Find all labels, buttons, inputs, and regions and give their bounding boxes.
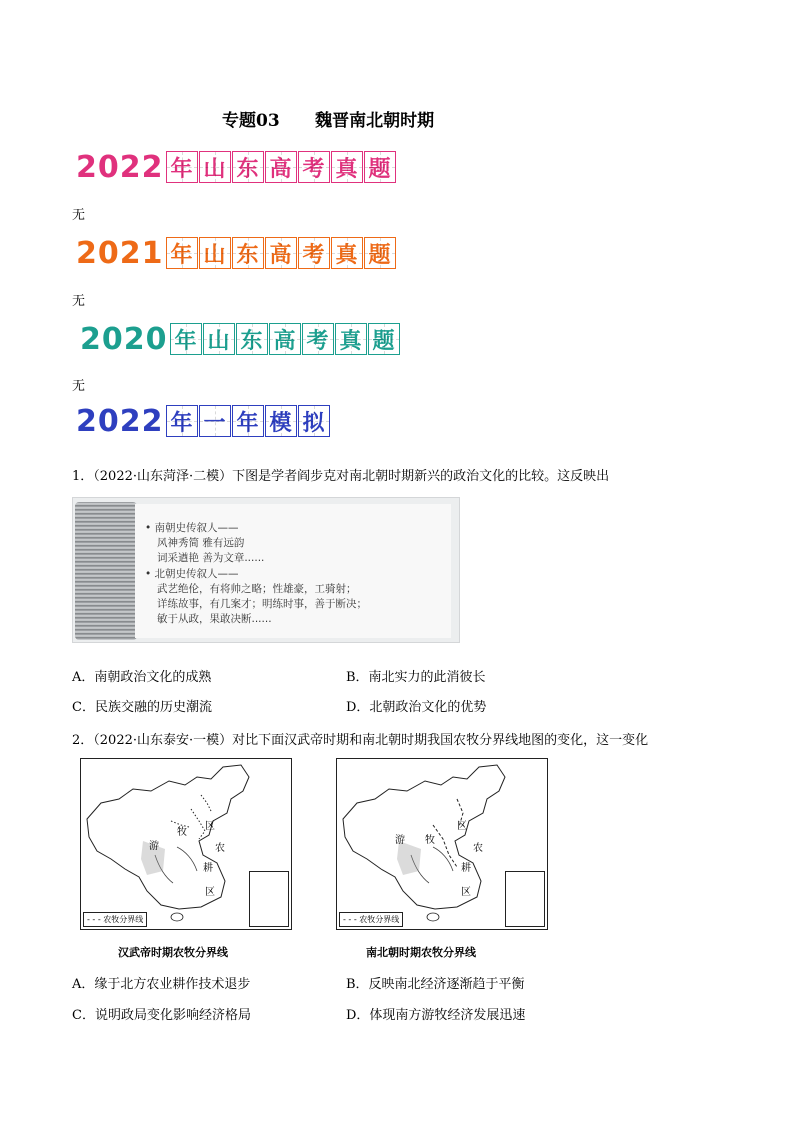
banner-chars bbox=[166, 151, 397, 183]
banner-char: 山 bbox=[199, 237, 231, 269]
q1-option-b[interactable]: B．南北实力的此消彼长 bbox=[346, 670, 486, 685]
none-text-1: 无 bbox=[72, 208, 86, 223]
q1-option-d[interactable]: D．北朝政治文化的优势 bbox=[346, 700, 487, 715]
banner-char: 年 bbox=[166, 151, 198, 183]
banner-char: 年 bbox=[232, 405, 264, 437]
map-label: 牧 bbox=[425, 835, 435, 846]
map-label: 区 bbox=[205, 821, 215, 832]
banner-char: 题 bbox=[364, 151, 396, 183]
notebook-line: 武艺绝伦，有将帅之略；性雄豪，工骑射； bbox=[157, 583, 357, 595]
notebook-spiral bbox=[75, 502, 137, 640]
map-legend: - - - 农牧分界线 bbox=[83, 912, 147, 927]
notebook-line: • 南朝史传叙人—— bbox=[145, 522, 239, 534]
banner-2022-exam bbox=[76, 150, 397, 184]
notebook-line: 敏于从政，果敢决断...... bbox=[157, 613, 272, 625]
banner-2021-exam bbox=[76, 236, 397, 270]
q2-option-d[interactable]: D．体现南方游牧经济发展迅速 bbox=[346, 1008, 526, 1023]
q1-option-a[interactable]: A．南朝政治文化的成熟 bbox=[72, 670, 212, 685]
q2-option-c[interactable]: C．说明政局变化影响经济格局 bbox=[72, 1008, 251, 1023]
banner-char: 一 bbox=[199, 405, 231, 437]
banner-year: 2022 bbox=[76, 403, 164, 439]
question-2-stem: 2．（2022·山东泰安·一模）对比下面汉武帝时期和南北朝时期我国农牧分界线地图的变化，这一变化 bbox=[72, 733, 649, 748]
map-southern-northern bbox=[336, 758, 548, 930]
banner-char: 山 bbox=[199, 151, 231, 183]
banner-char: 真 bbox=[335, 323, 367, 355]
banner-char: 年 bbox=[170, 323, 202, 355]
map-label: 游 bbox=[149, 841, 159, 852]
none-text-3: 无 bbox=[72, 379, 86, 394]
map-label: 牧 bbox=[177, 827, 187, 838]
map-label: 农 bbox=[215, 843, 225, 854]
banner-chars bbox=[166, 405, 331, 437]
banner-char: 考 bbox=[298, 151, 330, 183]
map-inset bbox=[249, 871, 289, 927]
banner-year: 2020 bbox=[80, 321, 168, 357]
banner-char: 年 bbox=[166, 405, 198, 437]
q2-option-a[interactable]: A．缘于北方农业耕作技术退步 bbox=[72, 977, 251, 992]
notebook-line: • 北朝史传叙人—— bbox=[145, 568, 239, 580]
map-label: 游 bbox=[395, 835, 405, 846]
banner-char: 考 bbox=[298, 237, 330, 269]
map-label: 区 bbox=[205, 887, 215, 898]
legend-text: 农牧分界线 bbox=[359, 915, 400, 924]
notebook-figure bbox=[72, 497, 460, 643]
banner-char: 模 bbox=[265, 405, 297, 437]
banner-char: 高 bbox=[265, 237, 297, 269]
banner-year: 2021 bbox=[76, 235, 164, 271]
banner-char: 题 bbox=[364, 237, 396, 269]
q2-option-b[interactable]: B．反映南北经济逐渐趋于平衡 bbox=[346, 977, 525, 992]
map-label: 耕 bbox=[203, 863, 213, 874]
banner-chars bbox=[166, 237, 397, 269]
banner-char: 真 bbox=[331, 151, 363, 183]
notebook-line: 详练故事，有几案才；明练时事，善于断决； bbox=[157, 598, 367, 610]
banner-char: 山 bbox=[203, 323, 235, 355]
none-text-2: 无 bbox=[72, 294, 86, 309]
banner-2022-mock bbox=[76, 404, 331, 438]
banner-char: 高 bbox=[269, 323, 301, 355]
banner-year: 2022 bbox=[76, 149, 164, 185]
page-title: 专题03 魏晋南北朝时期 bbox=[222, 111, 435, 131]
banner-char: 东 bbox=[232, 237, 264, 269]
map-legend: - - - 农牧分界线 bbox=[339, 912, 403, 927]
banner-char: 真 bbox=[331, 237, 363, 269]
map-caption-nbc: 南北朝时期农牧分界线 bbox=[366, 946, 476, 959]
notebook-line: 词采遒艳 善为文章...... bbox=[157, 552, 265, 564]
notebook-line: 风神秀简 雅有远韵 bbox=[157, 537, 245, 549]
map-label: 区 bbox=[457, 821, 467, 832]
map-caption-han: 汉武帝时期农牧分界线 bbox=[118, 946, 228, 959]
question-1-stem: 1．（2022·山东菏泽·二模）下图是学者阎步克对南北朝时期新兴的政治文化的比较。这反映出 bbox=[72, 469, 610, 484]
notebook-page bbox=[135, 504, 451, 638]
banner-char: 题 bbox=[368, 323, 400, 355]
banner-char: 东 bbox=[232, 151, 264, 183]
banner-2020-exam bbox=[80, 322, 401, 356]
map-label: 区 bbox=[461, 887, 471, 898]
map-label: 农 bbox=[473, 843, 483, 854]
q1-option-c[interactable]: C．民族交融的历史潮流 bbox=[72, 700, 212, 715]
legend-text: 农牧分界线 bbox=[103, 915, 144, 924]
banner-char: 东 bbox=[236, 323, 268, 355]
map-label: 耕 bbox=[461, 863, 471, 874]
banner-char: 拟 bbox=[298, 405, 330, 437]
banner-char: 高 bbox=[265, 151, 297, 183]
banner-chars bbox=[170, 323, 401, 355]
map-inset bbox=[505, 871, 545, 927]
map-han-wudi bbox=[80, 758, 292, 930]
banner-char: 年 bbox=[166, 237, 198, 269]
banner-char: 考 bbox=[302, 323, 334, 355]
